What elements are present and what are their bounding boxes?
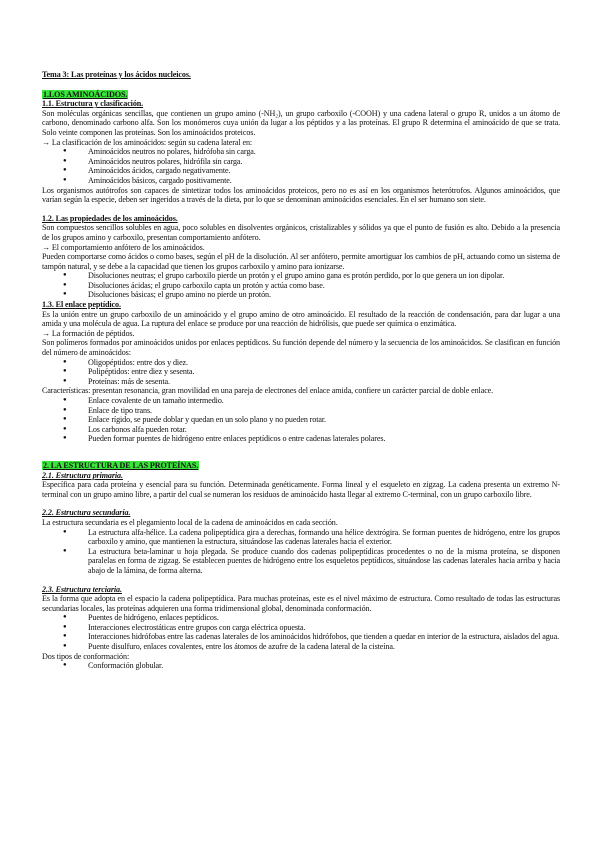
bullet-list (42, 661, 560, 671)
document-title: Tema 3: Las proteínas y los ácidos nucleicos. (42, 70, 191, 79)
bullet-list (42, 147, 560, 185)
section-heading-text: 2. LA ESTRUCTURA DE LAS PROTEÍNAS. (43, 460, 199, 470)
list-item: ● Enlace rígido, se puede doblar y quedan en un solo plano y no pueden rotar. (88, 415, 560, 425)
bullet-list (42, 528, 560, 576)
list-item: ● Aminoácidos básicos, cargado positivamente. (88, 176, 560, 186)
list-item: ● Enlace covalente de un tamaño intermedio. (88, 396, 560, 406)
list-item: ● Aminoácidos neutros polares, hidrófila sin carga. (88, 157, 560, 167)
list-item: ● Enlace de tipo trans. (88, 406, 560, 416)
list-item: ● Aminoácidos ácidos, cargado negativamente. (88, 166, 560, 176)
section-heading-estructura (42, 461, 560, 471)
subsection-heading-1-1: 1.1. Estructura y clasificación. (42, 99, 144, 109)
paragraph: Es la forma que adopta en el espacio la cadena polipeptídica. Para muchas proteínas, este es el nivel máximo de estructura. Como resultado de todas las estructuras secundarias locales, las proteínas adquieren una forma tridimensional global, denominada conformación. (42, 594, 560, 613)
bullet-list (42, 271, 560, 300)
subsection-heading-1-2: 1.2. Las propiedades de los aminoácidos. (42, 213, 178, 223)
bullet-list (42, 613, 560, 651)
list-item: ● Disoluciones ácidas; el grupo carboxilo capta un protón y actúa como base. (88, 281, 560, 291)
subsection-heading-2-1: 2.1. Estructura primaria. (42, 470, 123, 480)
paragraph: Son compuestos sencillos solubles en agua, poco solubles en disolventes orgánicos, cristalizables y sólidos ya que el punto de fusión es alto. Debido a la presencia de los grupos amino y carboxilo, presentan comportamiento anfótero. (42, 223, 560, 242)
list-item: ● Interacciones electrostáticas entre grupos con carga eléctrica opuesta. (88, 623, 560, 633)
list-item: ● Polipéptidos: entre diez y sesenta. (88, 367, 560, 377)
list-item: ● La estructura alfa-hélice. La cadena polipeptídica gira a derechas, formando una hélice dextrógira. Se forman puentes de hidrógeno, entre los grupos carboxilo y amino, que mantienen la estructura, situándose las cadenas laterales hacia el exterior. (88, 528, 560, 547)
subsection-heading-2-2: 2.2. Estructura secundaria. (42, 508, 131, 518)
list-item: ● Oligopéptidos: entre dos y diez. (88, 358, 560, 368)
list-item: ● Disoluciones neutras; el grupo carboxilo pierde un protón y el grupo amino gana es protón perdido, por lo que genera un ion dipolar. (88, 271, 560, 281)
document-body (42, 70, 560, 671)
paragraph: Es la unión entre un grupo carboxilo de un aminoácido y el grupo amino de otro aminoácido. El resultado de la reacción de condensación, para dar lugar a una amida y una molécula de agua. La ruptura del enlace se produce por una reacción de hidrólisis, que puede ser química o enzimática. (42, 309, 560, 329)
list-item: ● Pueden formar puentes de hidrógeno entre enlaces peptídicos o entre cadenas laterales polares. (88, 434, 560, 444)
list-item: ● Los carbonos alfa pueden rotar. (88, 425, 560, 435)
subsection-heading-1-3: 1.3. El enlace peptídico. (42, 300, 121, 310)
list-item: ● Puentes de hidrógeno, enlaces peptídicos. (88, 613, 560, 623)
list-item: ● Interacciones hidrófobas entre las cadenas laterales de los aminoácidos hidrófobos, que tienden a quedar en interior de la estructura, aislados del agua. (88, 632, 560, 642)
arrow-line: → La clasificación de los aminoácidos: según su cadena lateral en: (42, 137, 253, 147)
bullet-list (42, 396, 560, 444)
paragraph: Específica para cada proteína y esencial para su función. Determinada genéticamente. Forma lineal y el esqueleto en zigzag. La cadena presenta un extremo N-terminal con un grupo amino libre, a partir del cual se numeran los residuos de aminoácido hasta llegar al extremo C-terminal, con un grupo carboxilo libre. (42, 480, 560, 499)
paragraph: Son moléculas orgánicas sencillas, que contienen un grupo amino (-NH₂), un grupo carboxilo (-COOH) y una cadena lateral o grupo R, unidos a un átomo de carbono, denominado carbono alfa. Son los monómeros cuya unión da lugar a los péptidos y a las proteínas. El grupo R determina el aminoácido de que se trata. Solo veinte componen las proteínas. Son los aminoácidos proteicos. (42, 108, 560, 137)
list-item: ● Puente disulfuro, enlaces covalentes, entre los átomos de azufre de la cadena lateral de la cisteína. (88, 642, 560, 652)
section-heading-aminoacidos (42, 90, 560, 100)
paragraph: Los organismos autótrofos son capaces de sintetizar todos los aminoácidos proteicos, pero no es así en los organismos heterótrofos. Algunos aminoácidos, que varían según la especie, deben ser ingeridos a través de la dieta, por lo que se denominan aminoácidos esenciales. En el ser humano son siete. (42, 185, 560, 205)
paragraph: Son polímeros formados por aminoácidos unidos por enlaces peptídicos. Su función depende del número y la secuencia de los aminoácidos. Se clasifican en función del número de aminoácidos: (42, 338, 560, 358)
bullet-list (42, 358, 560, 387)
subsection-heading-2-3: 2.3. Estructura terciaria. (42, 584, 122, 594)
list-item: ● Conformación globular. (88, 661, 560, 671)
list-item: ● Disoluciones básicas; el grupo amino no pierde un protón. (88, 290, 560, 300)
paragraph: Dos tipos de conformación: (42, 651, 130, 661)
section-heading-text: 1.LOS AMINOÁCIDOS. (43, 89, 128, 99)
list-item: ● Proteínas: más de sesenta. (88, 377, 560, 387)
list-item: ● La estructura beta-laminar u hoja plegada. Se produce cuando dos cadenas polipeptídicas procedentes o no de la misma proteína, se disponen paralelas en forma de zigzag. Se establecen puentes de hidrógeno entre los esqueletos peptídicos, situándose las cadenas laterales hacia arriba y hacia abajo de la lámina, de forma alterna. (88, 547, 560, 576)
paragraph: Pueden comportarse como ácidos o como bases, según el pH de la disolución. Al ser anfótero, permite amortiguar los cambios de pH, actuando como un sistema de tampón natural, y se debe a la capacidad que tienen los grupos carboxilo y amino para ionizarse. (42, 252, 560, 271)
paragraph: Características: presentan resonancia, gran movilidad en una pareja de electrones del enlace amida, confiere un carácter parcial de doble enlace. (42, 386, 494, 396)
arrow-line: → La formación de péptidos. (42, 328, 135, 338)
paragraph: La estructura secundaria es el plegamiento local de la cadena de aminoácidos en cada sección. (42, 517, 338, 527)
arrow-line: → El comportamiento anfótero de los aminoácidos. (42, 242, 205, 252)
list-item: ● Aminoácidos neutros no polares, hidrófoba sin carga. (88, 147, 560, 157)
